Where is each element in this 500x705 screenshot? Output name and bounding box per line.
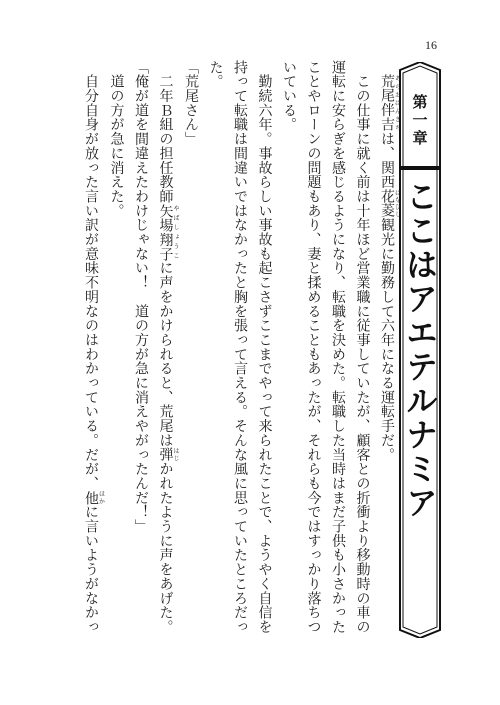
text-line: ことやローンの問題もあり、妻と揉めることもあったが、それらも今ではすっかり落ちつ bbox=[305, 60, 322, 634]
text-line: 勤続六年。事故らしい事故も起こさずここまでやって来られたことで、ようやく自信を bbox=[256, 60, 273, 634]
page-number: 16 bbox=[425, 38, 437, 52]
text-line: 自分自身が放った言い訳が意味不明なのはわかっている。だが、他ほかに言いようがなかっ bbox=[83, 60, 105, 635]
text-line: 運転に安らぎを感じるようになり、転職を決めた。転職した当時はまだ子供も小さかった bbox=[330, 60, 346, 634]
body-text bbox=[70, 60, 400, 660]
text-line: この仕事に就く前は十年ほど営業職に従事していたが、顧客との折衝より移動時の車の bbox=[354, 60, 371, 634]
text-line: いている。 bbox=[281, 60, 297, 132]
text-line: 道の方が急に消えた。 bbox=[108, 60, 125, 218]
text-line: 二年Ｂ組の担任教師矢場翔子やばしょうこに声をかけられると、荒尾は弾はじかれたように声をあげた。 bbox=[157, 60, 179, 635]
text-line: 荒尾伴吉あらおばんきちは、関西花菱はなびし観光に勤務して六年になる運転手だ。 bbox=[379, 74, 400, 462]
chapter-title: ここはアエテルナミア bbox=[401, 180, 439, 520]
text-line: 「荒尾さん」 bbox=[183, 60, 199, 147]
text-line: 「俺が道を間違えたわけじゃない！ 道の方が急に消えやがったんだ！」 bbox=[133, 60, 149, 534]
text-line: 持って転職は間違いではなかったと胸を張って言える。そんな風に思っていたところだっ bbox=[232, 60, 248, 634]
chapter-banner bbox=[398, 62, 442, 638]
text-line: た。 bbox=[207, 60, 224, 89]
chapter-label: 第一章 bbox=[410, 94, 429, 148]
